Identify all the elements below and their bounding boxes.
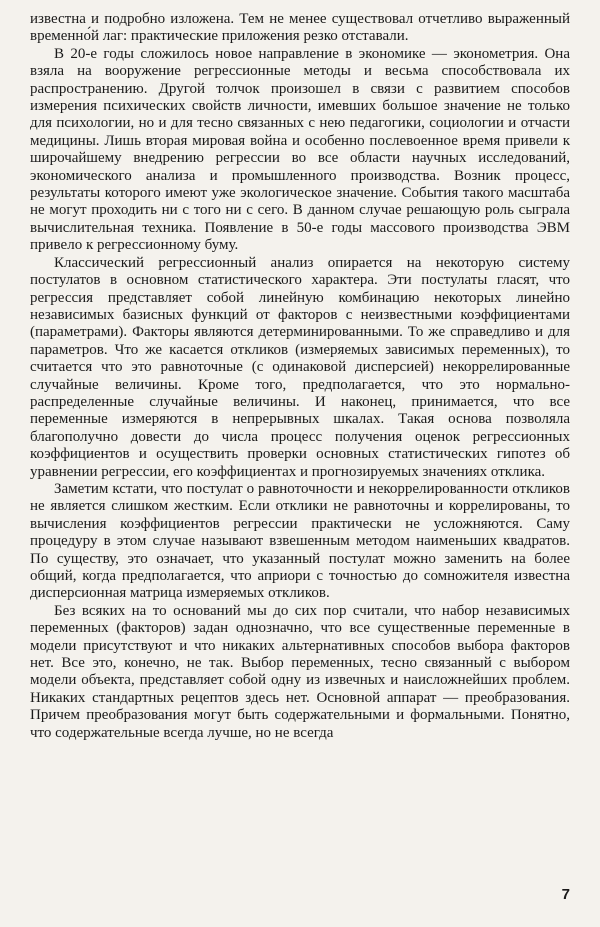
paragraph: В 20-е годы сложилось новое направление в экономике — эконометрия. Она взяла на вооружение регрессионные методы и весьма способствовала их распространению. Другой толчок произошел в связи с развитием способов измерения психических свойств личности, имевших большое значение не только для психологии, но и для тесно связанных с нею педагогики, социологии и отчасти медицины. Лишь вторая мировая война и особенно послевоенное время привели к широчайшему внедрению регрессии во все области научных исследований, экономического анализа и промышленного производства. Возник процесс, результаты которого имеют уже экологическое значение. События такого масштаба не могут проходить ни с того ни с сего. В данном случае решающую роль сыграла вычислительная техника. Появление в 50-е годы массового производства ЭВМ привело к регрессионному буму. [30, 45, 570, 254]
paragraph: Заметим кстати, что постулат о равноточности и некоррелированности откликов не является слишком жестким. Если отклики не равноточны и коррелированы, то вычисления коэффициентов регрессии практически не усложняются. Саму процедуру в этом случае называют взвешенным методом наименьших квадратов. По существу, это означает, что указанный постулат можно заменить на более общий, когда предполагается, что априори с точностью до сомножителя известна дисперсионная матрица измеряемых откликов. [30, 480, 570, 602]
paragraph: Классический регрессионный анализ опирается на некоторую систему постулатов в основном статистического характера. Эти постулаты гласят, что регрессия представляет собой линейную комбинацию некоторых линейно независимых базисных функций от факторов с неизвестными коэффициентами (параметрами). Факторы являются детерминированными. То же справедливо и для параметров. Что же касается откликов (измеряемых зависимых переменных), то считается что это равноточные (с одинаковой дисперсией) некоррелированные случайные величины. Кроме того, предполагается, что это нормально-распределенные случайные величины. И наконец, принимается, что все переменные измеряются в непрерывных шкалах. Такая основа позволяла благополучно довести до числа процесс получения оценок регрессионных коэффициентов и осуществить проверки основных статистических гипотез об уравнении регрессии, его коэффициентах и прогнозируемых значениях отклика. [30, 254, 570, 480]
paragraph: Без всяких на то оснований мы до сих пор считали, что набор независимых переменных (факторов) задан однозначно, что все существенные переменные в модели присутствуют и что никаких альтернативных способов выбора факторов нет. Все это, конечно, не так. Выбор переменных, тесно связанный с выбором модели объекта, представляет собой одну из извечных и наисложнейших проблем. Никаких стандартных рецептов здесь нет. Основной аппарат — преобразования. Причем преобразования могут быть содержательными и формальными. Понятно, что содержательные всегда лучше, но не всегда [30, 602, 570, 741]
page-number: 7 [561, 886, 570, 903]
body-text [30, 11, 570, 742]
paragraph: известна и подробно изложена. Тем не менее существовал отчетливо выраженный временно́й лаг: практические приложения резко отставали. [30, 11, 570, 45]
